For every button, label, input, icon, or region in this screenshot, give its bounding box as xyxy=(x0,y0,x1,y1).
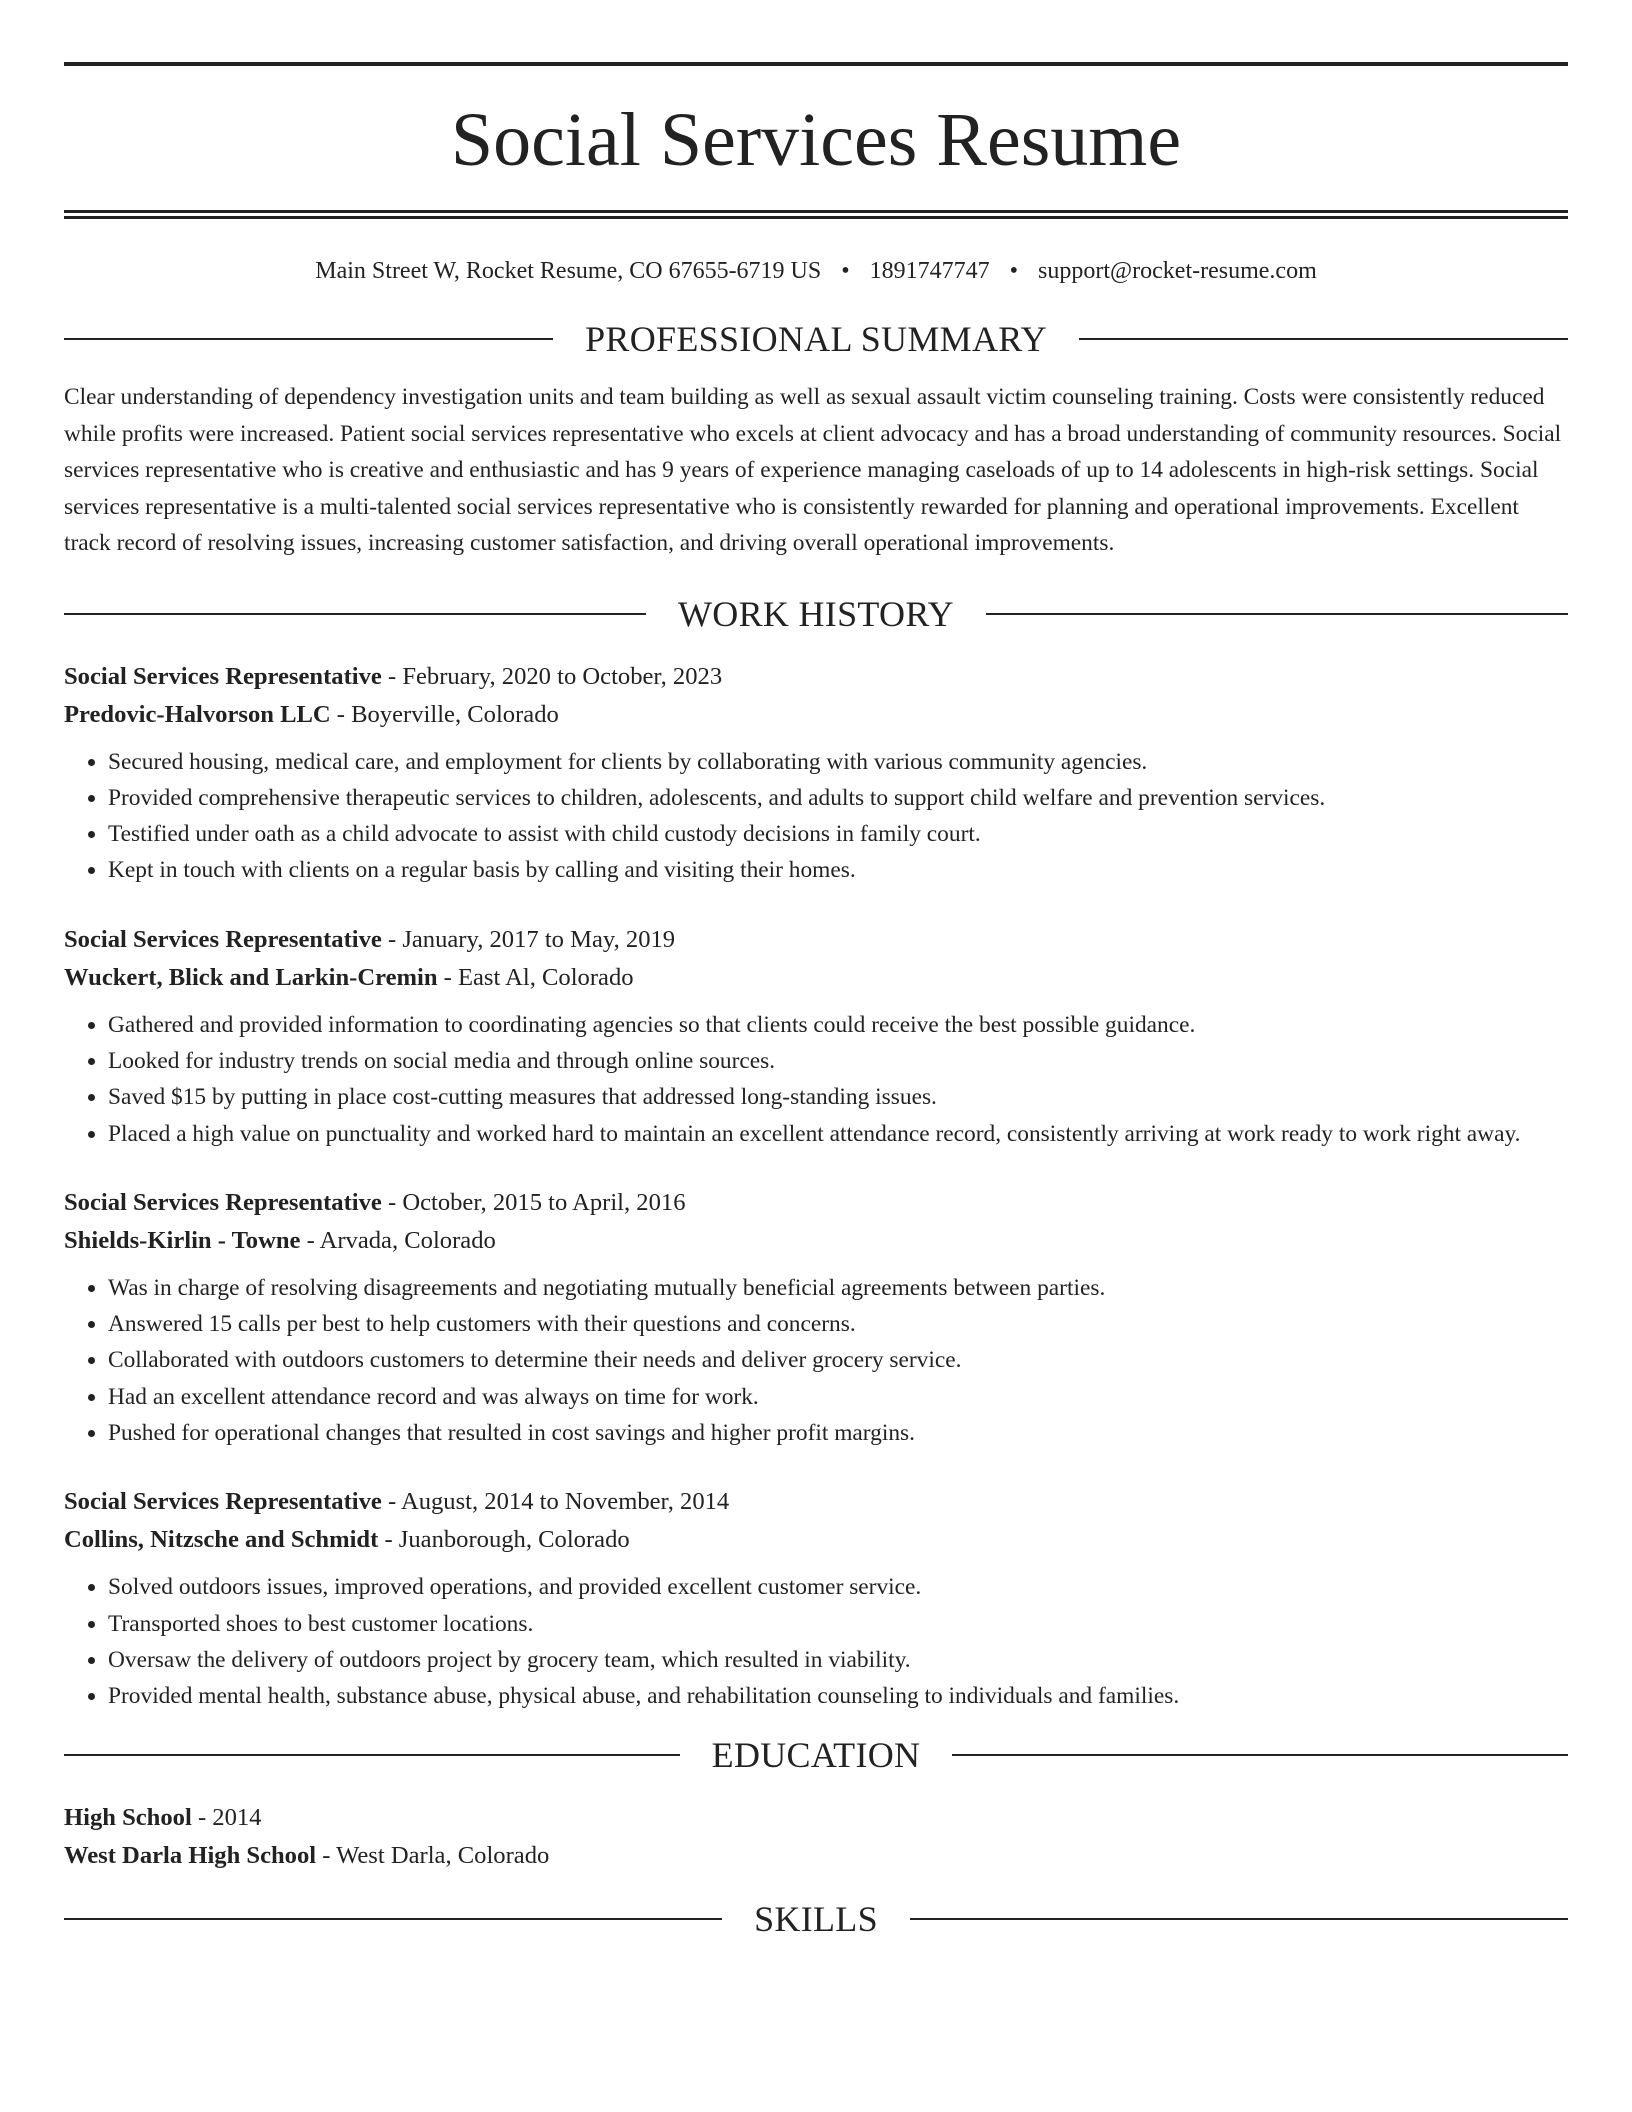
bullet-item: • Transported shoes to best customer locations. xyxy=(108,1606,1568,1642)
bullet-item: • Was in charge of resolving disagreements and negotiating mutually beneficial agreements between parties. xyxy=(108,1270,1568,1306)
contact-address: Main Street W, Rocket Resume, CO 67655-6719 US xyxy=(315,258,822,284)
bullet-item: • Collaborated with outdoors customers to determine their needs and deliver grocery service. xyxy=(108,1342,1568,1378)
job-location: - Juanborough, Colorado xyxy=(378,1526,630,1554)
job-title-line xyxy=(64,921,1568,959)
bullet-item: • Solved outdoors issues, improved operations, and provided excellent customer service. xyxy=(108,1569,1568,1605)
contact-separator: • xyxy=(841,258,850,284)
job-company-line xyxy=(64,696,1568,734)
job-dates: - August, 2014 to November, 2014 xyxy=(381,1488,730,1516)
divider xyxy=(952,1754,1568,1756)
job-bullets xyxy=(64,1007,1568,1152)
section-title: WORK HISTORY xyxy=(678,593,954,634)
education-entry xyxy=(64,1799,1568,1875)
job-bullets xyxy=(64,1569,1568,1714)
job-company-line xyxy=(64,1222,1568,1260)
bullet-item: • Testified under oath as a child advocate to assist with child custody decisions in family court. xyxy=(108,816,1568,852)
job-company-line xyxy=(64,959,1568,997)
bullet-item: • Answered 15 calls per best to help customers with their questions and concerns. xyxy=(108,1306,1568,1342)
section-header-skills xyxy=(64,1899,1568,1939)
job-bullets xyxy=(64,744,1568,889)
job-location: - East Al, Colorado xyxy=(437,963,634,991)
job-dates: - October, 2015 to April, 2016 xyxy=(381,1188,686,1216)
job-company: Shields-Kirlin - Towne xyxy=(64,1226,301,1254)
job-entry xyxy=(64,1184,1568,1451)
bullet-item: • Provided comprehensive therapeutic services to children, adolescents, and adults to support child welfare and prevention services. xyxy=(108,780,1568,816)
job-location: - Arvada, Colorado xyxy=(300,1226,496,1254)
section-header-summary xyxy=(64,319,1568,359)
section-header-work xyxy=(64,594,1568,634)
title-double-rule xyxy=(64,210,1568,219)
job-title-line xyxy=(64,1483,1568,1521)
bullet-item: • Provided mental health, substance abuse, physical abuse, and rehabilitation counseling to individuals and families. xyxy=(108,1678,1568,1714)
section-title: PROFESSIONAL SUMMARY xyxy=(585,319,1047,359)
section-title: EDUCATION xyxy=(711,1734,921,1775)
job-entry xyxy=(64,921,1568,1152)
job-title-line xyxy=(64,658,1568,696)
contact-line xyxy=(64,255,1568,287)
divider xyxy=(986,613,1568,615)
job-entry xyxy=(64,1483,1568,1714)
divider xyxy=(1079,338,1568,340)
divider xyxy=(64,613,646,615)
job-title: Social Services Representative xyxy=(64,1188,382,1216)
divider xyxy=(910,1918,1568,1920)
job-entry xyxy=(64,658,1568,889)
job-location: - Boyerville, Colorado xyxy=(330,700,559,728)
divider xyxy=(64,1918,722,1920)
section-header-education xyxy=(64,1735,1568,1775)
bullet-item: • Kept in touch with clients on a regular basis by calling and visiting their homes. xyxy=(108,852,1568,888)
education-year: - 2014 xyxy=(191,1803,262,1831)
job-dates: - January, 2017 to May, 2019 xyxy=(381,925,676,953)
education-degree: High School xyxy=(64,1803,192,1831)
resume-title: Social Services Resume xyxy=(450,98,1182,182)
job-company: Predovic-Halvorson LLC xyxy=(64,700,331,728)
bullet-item: • Placed a high value on punctuality and worked hard to maintain an excellent attendance record, consistently arriving at work ready to work right away. xyxy=(108,1116,1568,1152)
education-degree-line xyxy=(64,1799,1568,1837)
contact-separator: • xyxy=(1009,258,1019,284)
bullet-item: • Pushed for operational changes that resulted in cost savings and higher profit margins. xyxy=(108,1415,1568,1451)
section-title: SKILLS xyxy=(754,1898,878,1939)
job-bullets xyxy=(64,1270,1568,1451)
education-school: West Darla High School xyxy=(64,1841,317,1869)
job-company: Wuckert, Blick and Larkin-Cremin xyxy=(64,963,438,991)
divider xyxy=(64,1754,680,1756)
bullet-item: • Looked for industry trends on social media and through online sources. xyxy=(108,1043,1568,1079)
bullet-item: • Secured housing, medical care, and employment for clients by collaborating with various community agencies. xyxy=(108,744,1568,780)
divider xyxy=(64,338,553,340)
bullet-item: • Gathered and provided information to coordinating agencies so that clients could receive the best possible guidance. xyxy=(108,1007,1568,1043)
job-company: Collins, Nitzsche and Schmidt xyxy=(64,1526,379,1554)
job-title: Social Services Representative xyxy=(64,925,382,953)
job-dates: - February, 2020 to October, 2023 xyxy=(381,662,723,690)
job-title: Social Services Representative xyxy=(64,1488,382,1516)
job-title-line xyxy=(64,1184,1568,1222)
bullet-item: • Oversaw the delivery of outdoors project by grocery team, which resulted in viability. xyxy=(108,1642,1568,1678)
contact-email[interactable]: support@rocket-resume.com xyxy=(1038,258,1317,284)
bullet-item: • Had an excellent attendance record and was always on time for work. xyxy=(108,1379,1568,1415)
resume-page xyxy=(64,0,1568,1939)
job-company-line xyxy=(64,1521,1568,1559)
education-school-line xyxy=(64,1837,1568,1875)
job-title: Social Services Representative xyxy=(64,662,382,690)
education-location: - West Darla, Colorado xyxy=(316,1841,550,1869)
summary-text: Clear understanding of dependency investigation units and team building as well as sexual assault victim counseling training. Costs were consistently reduced while profits were increased. Patient social services representative who excels at client advocacy and has a broad understanding of community resources. Social services representative who is creative and enthusiastic and has 9 years of experience managing caseloads of up to 14 adolescents in high-risk settings. Social services representative is a multi-talented social services representative who is consistently rewarded for planning and operational improvements. Excellent track record of resolving issues, increasing customer satisfaction, and driving overall operational improvements. xyxy=(64,384,1562,556)
bullet-item: • Saved $15 by putting in place cost-cutting measures that addressed long-standing issues. xyxy=(108,1079,1568,1115)
contact-phone: 1891747747 xyxy=(869,258,990,284)
